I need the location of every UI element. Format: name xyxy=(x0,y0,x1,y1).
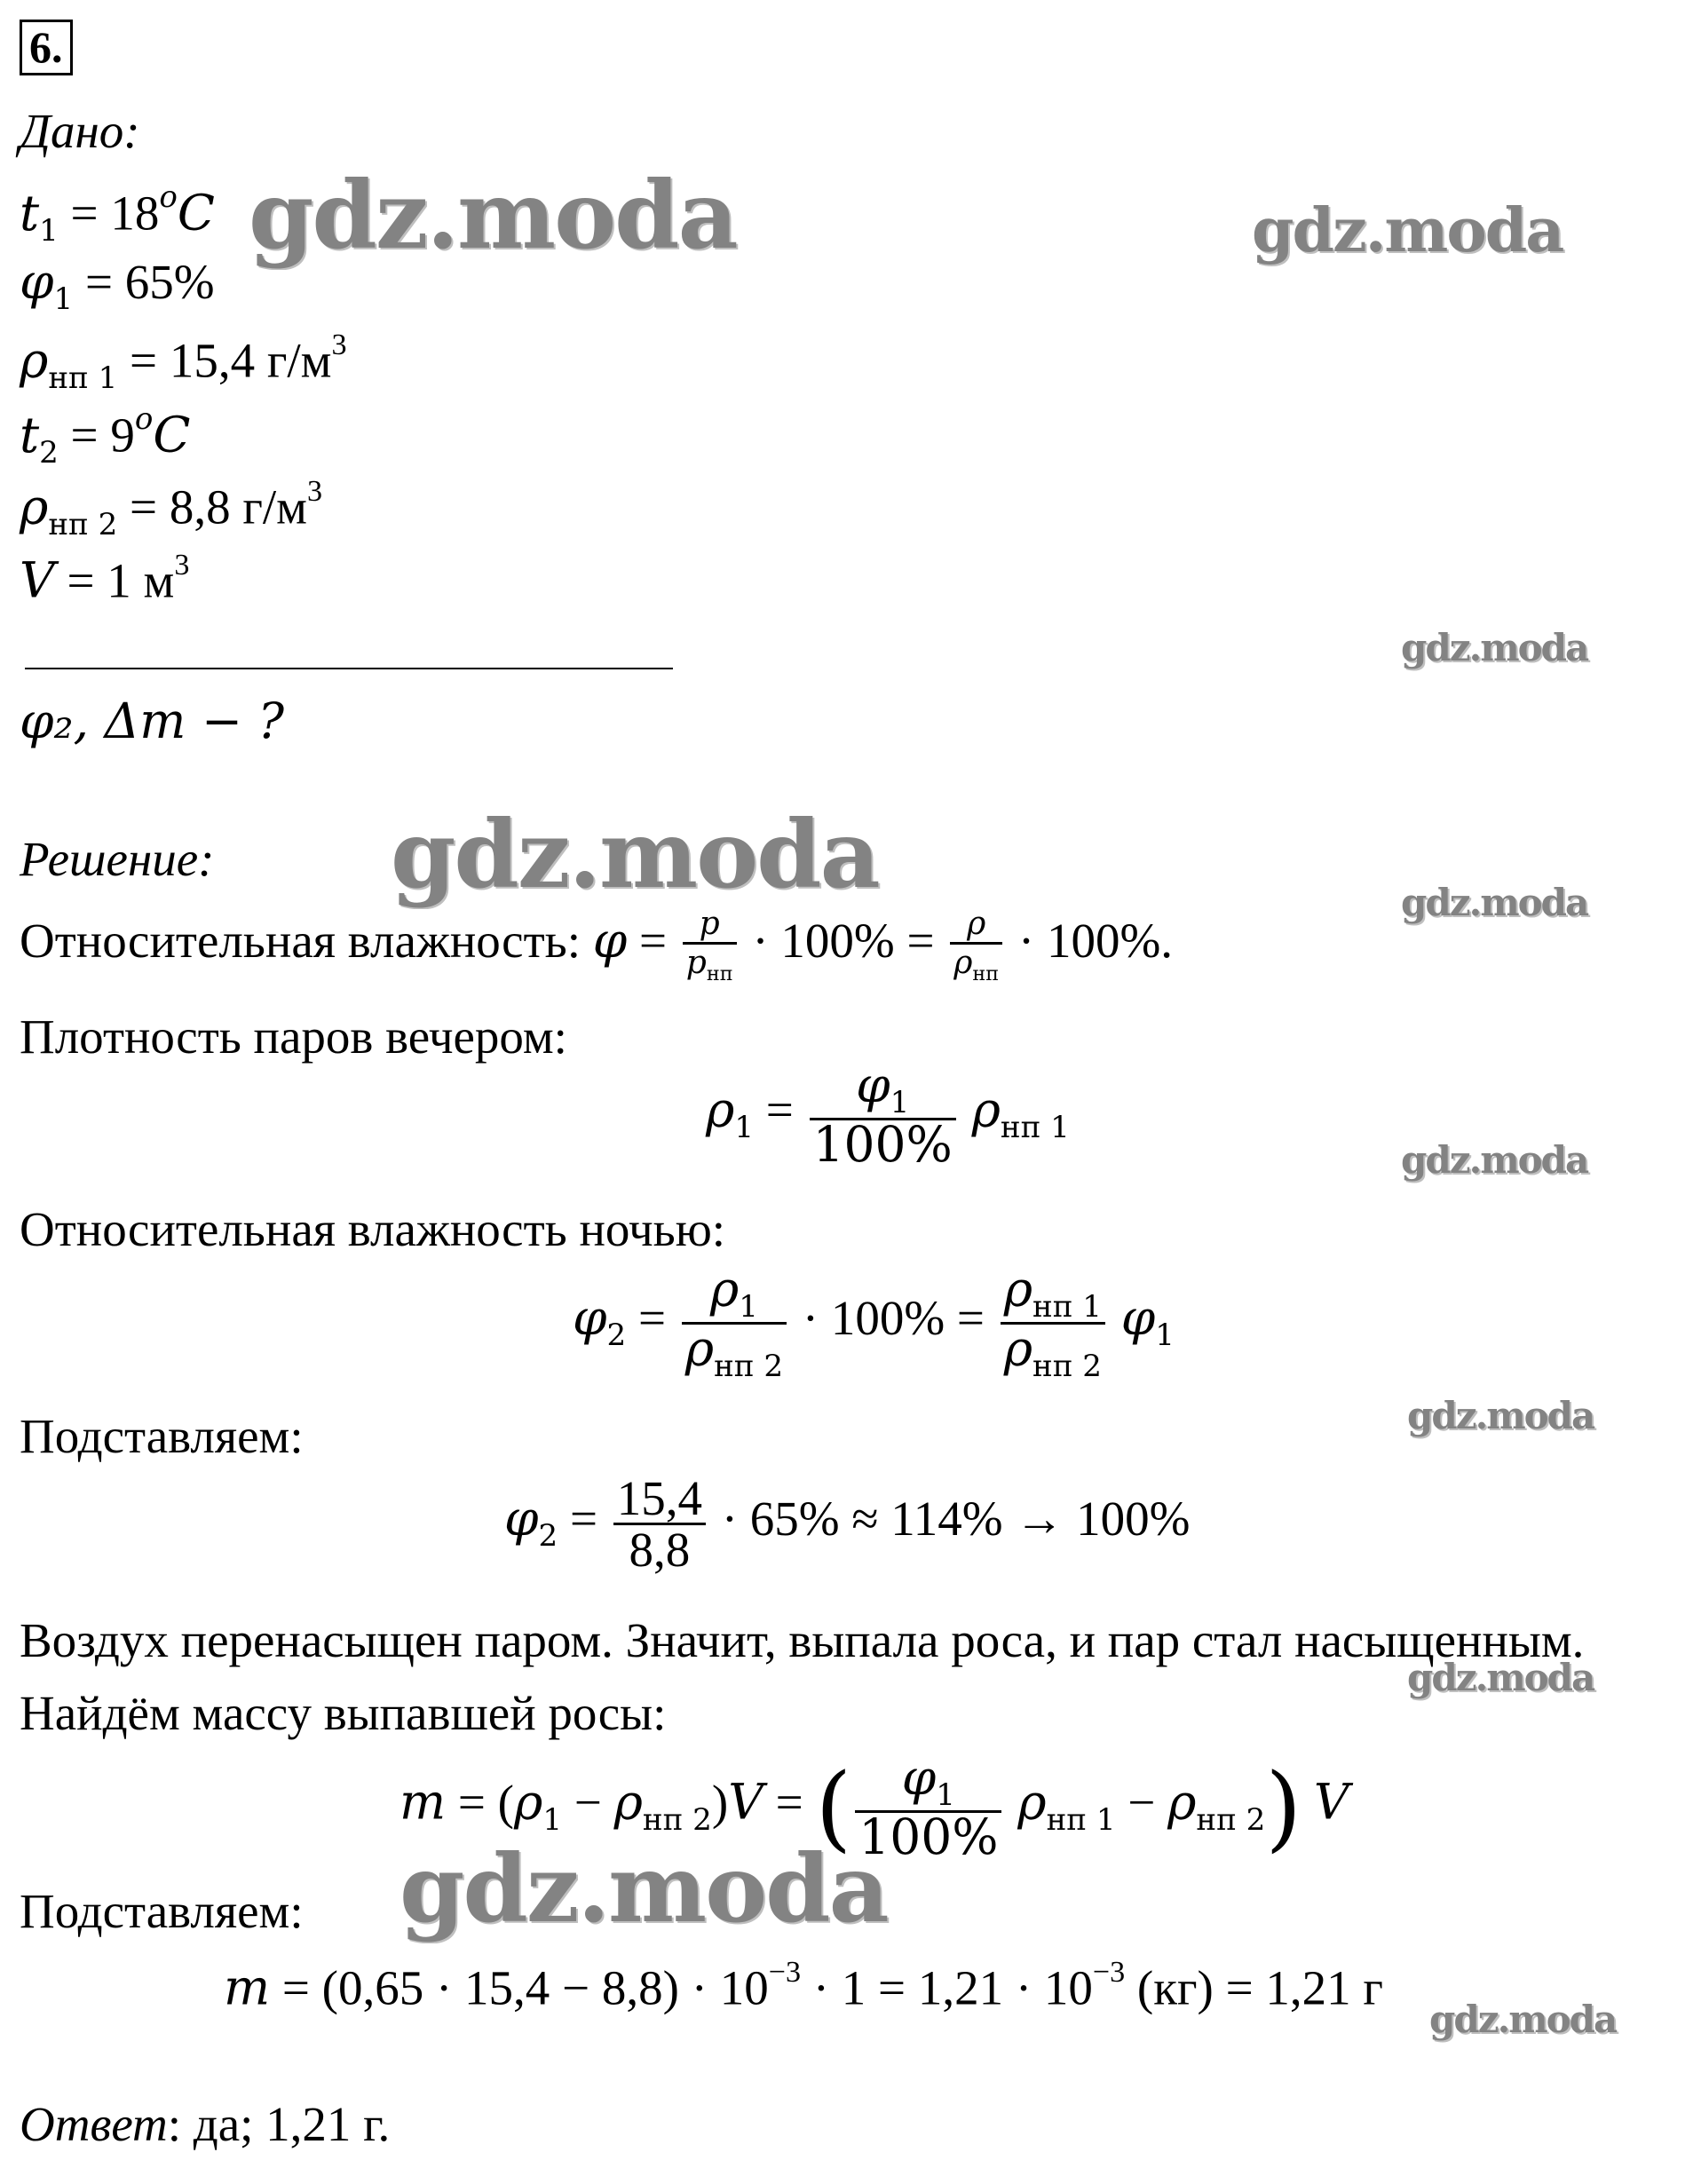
given-t2: $t_2 = 9^oC$ xyxy=(20,401,191,471)
solution-title: Решение: xyxy=(20,832,215,886)
watermark-small-5: gdz.moda xyxy=(1407,1394,1594,1437)
watermark-small-7: gdz.moda xyxy=(1429,1998,1617,2041)
given-phi1-value: = 65% xyxy=(84,255,215,309)
answer-label: Ответ xyxy=(20,2097,168,2151)
given-volume-value: = 1 м xyxy=(67,553,175,608)
problem-number-text: 6. xyxy=(29,22,63,72)
given-find: φ₂, Δm − ? xyxy=(20,692,284,749)
given-phi1: $\varphi_1 = 65\%$ xyxy=(20,253,215,317)
watermark-small-6: gdz.moda xyxy=(1407,1656,1594,1699)
given-t1-value: = 18 xyxy=(70,186,160,241)
watermark-small-2: gdz.moda xyxy=(1401,626,1588,669)
given-rho2: $\rho_{нп 2} = 8,8$ $г/м^3$ xyxy=(20,475,323,542)
watermark-small-3: gdz.moda xyxy=(1401,881,1588,924)
phi2-result: · 65% ≈ 114% → 100% xyxy=(721,1492,1191,1547)
rel-humidity-night-label: Относительная влажность ночью: xyxy=(20,1202,726,1256)
find-mass-label: Найдём массу выпавшей росы: xyxy=(20,1686,667,1740)
watermark-small-1: gdz.moda xyxy=(1252,195,1563,266)
mass-calculation: $m = (0,65 \cdot 15,4 - 8,8) \cdot 10^{-3} \cdot 1 = 1,21 \cdot 10^{-3}$ (кг) = 1,21 г xyxy=(224,1956,1383,2016)
rel-humidity-formula: Относительная влажность: φ = $\frac{p}{p_{нп}}$ · 100% = $\frac{\rho}{\rho_{нп}}$ · 100%. xyxy=(20,906,1174,986)
density-evening-label: Плотность паров вечером: xyxy=(20,1009,567,1064)
watermark-small-4: gdz.moda xyxy=(1401,1138,1588,1182)
given-title: Дано: xyxy=(20,104,140,158)
watermark-large-1: gdz.moda xyxy=(249,160,737,270)
given-t1-unit: C xyxy=(177,184,215,241)
watermark-large-2: gdz.moda xyxy=(391,799,879,909)
problem-number xyxy=(20,20,73,75)
given-rho2-value: = 8,8 г/м xyxy=(130,479,307,534)
density-evening-formula: $\rho_1$ = $\frac{\varphi_1}{100\%}$ $\rho_{нп 1}$ xyxy=(706,1056,1070,1174)
given-volume: V = 1 $м^3$ xyxy=(20,549,190,609)
given-rho1-value: = 15,4 г/м xyxy=(130,333,332,388)
rel-humidity-label: Относительная влажность: xyxy=(20,914,581,969)
given-t1: $t_1 = 18^oC$ xyxy=(20,179,215,249)
rel-humidity-night-formula: $\varphi_2$ = $\frac{\rho_1}{\rho_{нп 2}}$ · 100% = $\frac{\rho_{нп 1}}{\rho_{нп 2}}$ $\varphi_1$ xyxy=(573,1261,1175,1384)
mass-formula: $m = (\rho_1 - \rho_{нп 2})V$ = ( $\frac{\varphi_1}{100\%}$ $\rho_{нп 1} - \rho_{нп 2}$) V xyxy=(400,1749,1349,1866)
given-t2-value: = 9 xyxy=(70,408,135,463)
given-rho1: $\rho_{нп 1} = 15,4$ $г/м^3$ xyxy=(20,328,347,396)
substitute-label-2: Подставляем: xyxy=(20,1884,304,1938)
answer-text: да; 1,21 г. xyxy=(193,2097,391,2151)
answer: Ответ: да; 1,21 г. xyxy=(20,2097,391,2151)
phi2-calculation: $\varphi_2$ = $\frac{15,4}{8,8}$ · 65% ≈ 114% → 100% xyxy=(504,1471,1191,1577)
substitute-label-1: Подставляем: xyxy=(20,1409,304,1463)
given-divider xyxy=(25,668,673,669)
given-t2-unit: C xyxy=(153,406,191,463)
conclusion: Воздух перенасыщен паром. Значит, выпала роса, и пар стал насыщенным. xyxy=(20,1613,1585,1667)
watermark-large-3: gdz.moda xyxy=(400,1833,888,1943)
phi2-numerator: 15,4 xyxy=(613,1474,706,1525)
phi2-denominator: 8,8 xyxy=(629,1523,691,1577)
